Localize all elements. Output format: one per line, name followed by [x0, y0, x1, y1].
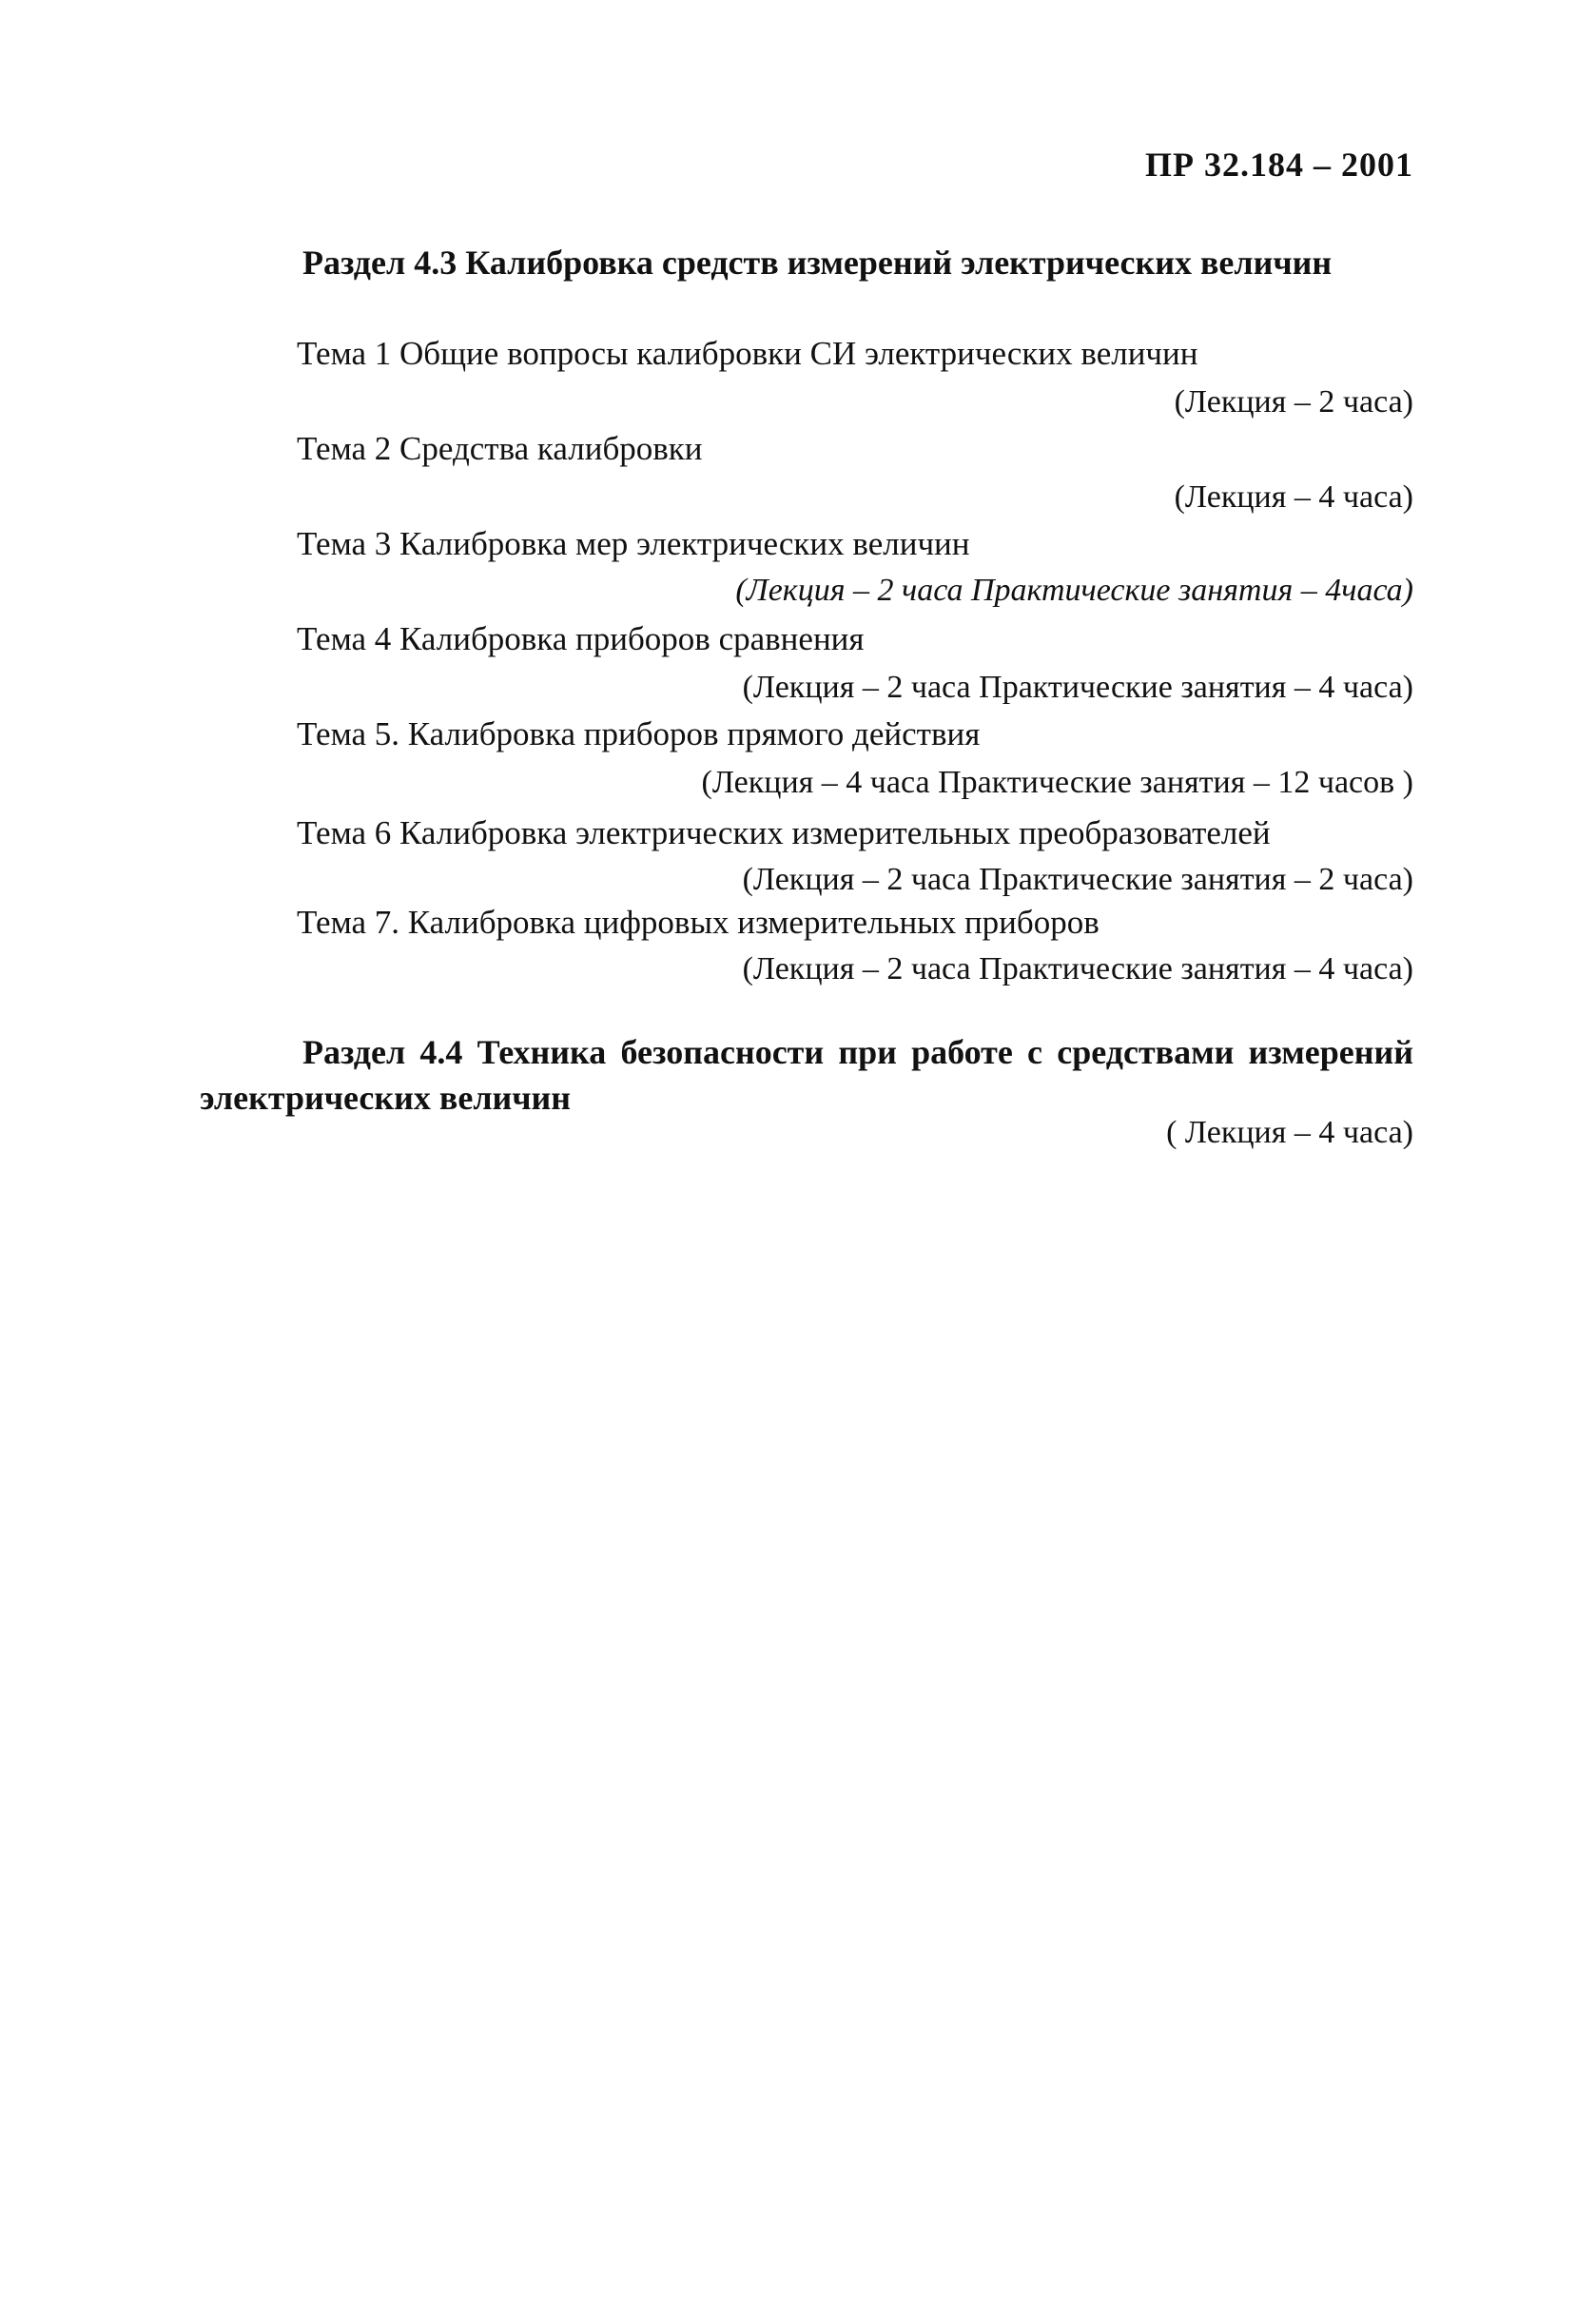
- topic-7-title: Тема 7. Калибровка цифровых измерительных приборов: [297, 904, 1100, 941]
- section-4-4-hours: ( Лекция – 4 часа): [1166, 1115, 1413, 1150]
- topic-6-title: Тема 6 Калибровка электрических измерительных преобразователей: [297, 814, 1271, 851]
- topic-2-hours: (Лекция – 4 часа): [1174, 479, 1413, 515]
- section-heading-4-4: Раздел 4.4 Техника безопасности при работе с средствами измерений электрических величин: [200, 1033, 1413, 1117]
- topic-3-hours: (Лекция – 2 часа Практические занятия – 4часа): [735, 573, 1413, 608]
- section-heading-4-3: Раздел 4.3 Калибровка средств измерений электрических величин: [302, 244, 1333, 282]
- topic-1-title: Тема 1 Общие вопросы калибровки СИ электрических величин: [297, 335, 1198, 372]
- topic-4-hours: (Лекция – 2 часа Практические занятия – 4 часа): [742, 670, 1413, 705]
- topic-5-title: Тема 5. Калибровка приборов прямого действия: [297, 715, 981, 752]
- topic-5-hours: (Лекция – 4 часа Практические занятия – 12 часов ): [701, 765, 1413, 800]
- topic-6-hours: (Лекция – 2 часа Практические занятия – 2 часа): [742, 862, 1413, 897]
- topic-3-title: Тема 3 Калибровка мер электрических величин: [297, 525, 970, 562]
- topic-7-hours: (Лекция – 2 часа Практические занятия – 4 часа): [742, 951, 1413, 986]
- topic-2-title: Тема 2 Средства калибровки: [297, 430, 703, 467]
- topic-4-title: Тема 4 Калибровка приборов сравнения: [297, 620, 865, 657]
- document-code: ПР 32.184 – 2001: [1145, 146, 1413, 184]
- topic-1-hours: (Лекция – 2 часа): [1174, 384, 1413, 420]
